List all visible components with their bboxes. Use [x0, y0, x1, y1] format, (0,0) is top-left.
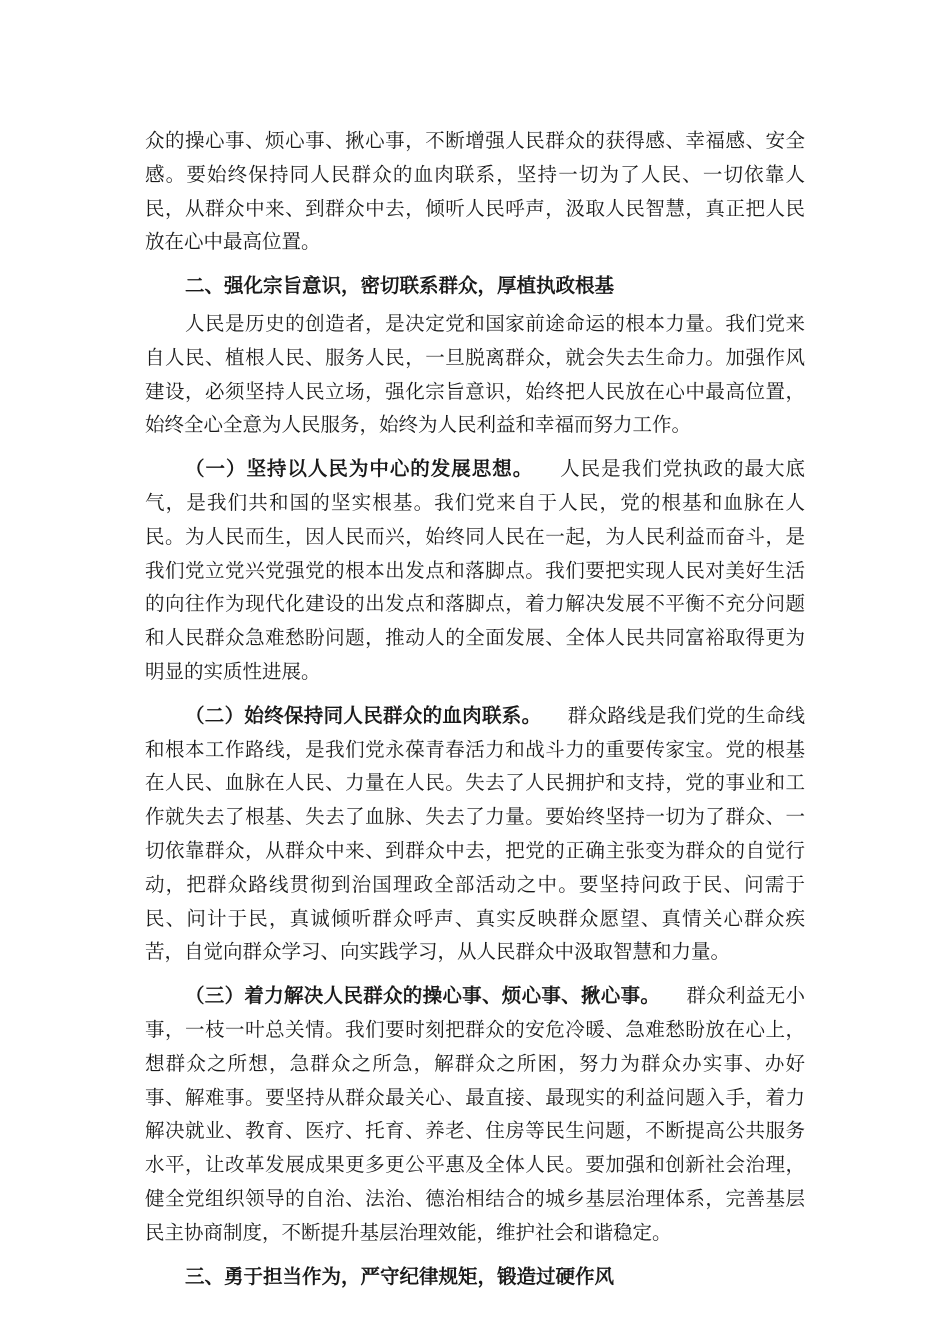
subsection-1-title: （一）坚持以人民为中心的发展思想。 [185, 457, 534, 481]
section-2-heading: 二、强化宗旨意识，密切联系群众，厚植执政根基 [185, 274, 615, 298]
subsection-2-body: 群众路线是我们党的生命线和根本工作路线，是我们党永葆青春活力和战斗力的重要传家宝。党的根基在人民、血脉在人民、力量在人民。失去了人民拥护和支持，党的事业和工作就失去了根基、失去了血脉、失去了力量。要始终坚持一切为了群众、一切依靠群众，从群众中来、到群众中去，把党的正确主张变为群众的自觉行动，把群众路线贯彻到治国理政全部活动之中。要坚持问政于民、问需于民、问计于民，真诚倾听群众呼声、真实反映群众愿望、真情关心群众疾苦，自觉向群众学习、向实践学习，从人民群众中汲取智慧和力量。 [145, 703, 805, 964]
subsection-1 [145, 452, 805, 689]
subsection-3-body: 群众利益无小事，一枝一叶总关情。我们要时刻把群众的安危冷暖、急难愁盼放在心上，想群众之所想，急群众之所急，解群众之所困，努力为群众办实事、办好事、解难事。要坚持从群众最关心、最直接、最现实的利益问题入手，着力解决就业、教育、医疗、托育、养老、住房等民生问题，不断提高公共服务水平，让改革发展成果更多更公平惠及全体人民。要加强和创新社会治理，健全党组织领导的自治、法治、德治相结合的城乡基层治理体系，完善基层民主协商制度，不断提升基层治理效能，维护社会和谐稳定。 [145, 984, 805, 1244]
section-2-intro: 人民是历史的创造者，是决定党和国家前途命运的根本力量。我们党来自人民、植根人民、服务人民，一旦脱离群众，就会失去生命力。加强作风建设，必须坚持人民立场，强化宗旨意识，始终把人民放在心中最高位置，始终全心全意为人民服务，始终为人民利益和幸福而努力工作。 [145, 311, 805, 437]
subsection-3-title: （三）着力解决人民群众的操心事、烦心事、揪心事。 [185, 984, 661, 1008]
document-page [145, 124, 805, 1297]
intro-paragraph: 众的操心事、烦心事、揪心事，不断增强人民群众的获得感、幸福感、安全感。要始终保持同人民群众的血肉联系，坚持一切为了人民、一切依靠人民，从群众中来、到群众中去，倾听人民呼声，汲取人民智慧，真正把人民放在心中最高位置。 [145, 129, 805, 254]
subsection-2-title: （二）始终保持同人民群众的血肉联系。 [185, 703, 542, 727]
subsection-2 [145, 699, 805, 969]
section-3-heading: 三、勇于担当作为，严守纪律规矩，锻造过硬作风 [185, 1264, 615, 1288]
subsection-3 [145, 979, 805, 1249]
subsection-1-body: 人民是我们党执政的最大底气，是我们共和国的坚实根基。我们党来自于人民，党的根基和血脉在人民。为人民而生，因人民而兴，始终同人民在一起，为人民利益而奋斗，是我们党立党兴党强党的根本出发点和落脚点。我们要把实现人民对美好生活的向往作为现代化建设的出发点和落脚点，着力解决发展不平衡不充分问题和人民群众急难愁盼问题，推动人的全面发展、全体人民共同富裕取得更为明显的实质性进展。 [145, 457, 805, 683]
